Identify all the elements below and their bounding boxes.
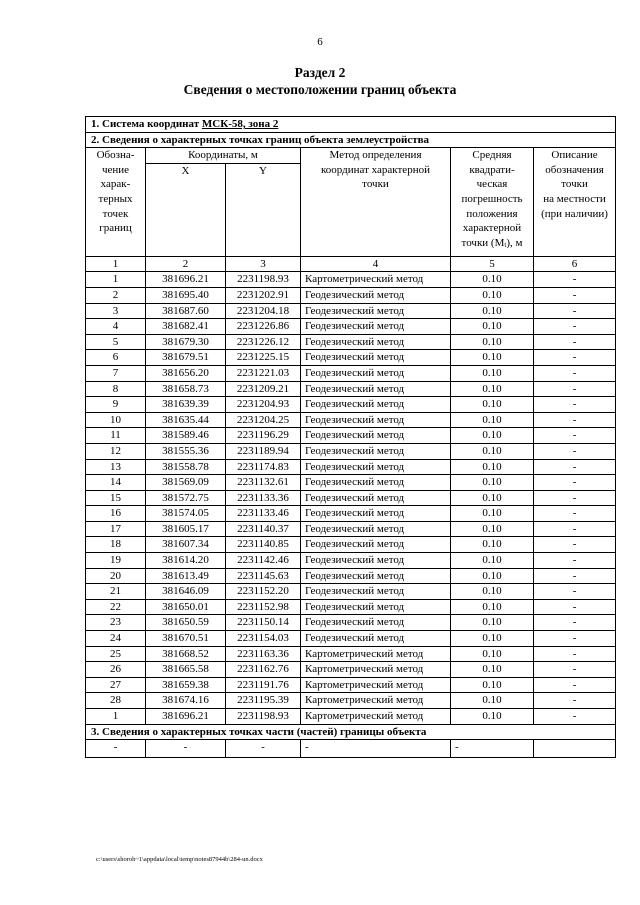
description-cell: - bbox=[534, 443, 616, 459]
method-cell: Геодезический метод bbox=[301, 521, 451, 537]
coord-y-cell: 2231133.46 bbox=[226, 506, 301, 522]
method-cell: Геодезический метод bbox=[301, 287, 451, 303]
points-table-body bbox=[86, 272, 616, 724]
description-cell: - bbox=[534, 693, 616, 709]
description-cell: - bbox=[534, 490, 616, 506]
error-cell: 0.10 bbox=[451, 287, 534, 303]
point-number-cell: 22 bbox=[86, 599, 146, 615]
point-number-cell: 9 bbox=[86, 397, 146, 413]
description-cell: - bbox=[534, 631, 616, 647]
coord-y-cell: 2231195.39 bbox=[226, 693, 301, 709]
error-cell: 0.10 bbox=[451, 662, 534, 678]
error-cell: 0.10 bbox=[451, 475, 534, 491]
table-row bbox=[86, 397, 616, 413]
coord-x-cell: 381656.20 bbox=[146, 365, 226, 381]
header-x: X bbox=[146, 163, 226, 256]
table-row bbox=[86, 709, 616, 725]
method-cell: Геодезический метод bbox=[301, 334, 451, 350]
coord-y-cell: 2231226.12 bbox=[226, 334, 301, 350]
coord-y-cell: 2231209.21 bbox=[226, 381, 301, 397]
description-cell: - bbox=[534, 584, 616, 600]
description-cell: - bbox=[534, 287, 616, 303]
method-cell: Геодезический метод bbox=[301, 553, 451, 569]
point-number-cell: 18 bbox=[86, 537, 146, 553]
description-cell: - bbox=[534, 272, 616, 288]
col-number: 6 bbox=[534, 256, 616, 272]
error-cell: 0.10 bbox=[451, 646, 534, 662]
coord-y-cell: 2231225.15 bbox=[226, 350, 301, 366]
table-cell: - bbox=[146, 740, 226, 758]
coord-y-cell: 2231132.61 bbox=[226, 475, 301, 491]
header-description: Описание обозначения точки на местности (при наличии) bbox=[534, 148, 616, 257]
coord-x-cell: 381572.75 bbox=[146, 490, 226, 506]
coord-y-cell: 2231204.18 bbox=[226, 303, 301, 319]
point-number-cell: 14 bbox=[86, 475, 146, 491]
error-cell: 0.10 bbox=[451, 506, 534, 522]
point-number-cell: 26 bbox=[86, 662, 146, 678]
error-cell: 0.10 bbox=[451, 677, 534, 693]
coordinate-system-value: МСК-58, зона 2 bbox=[201, 118, 279, 130]
table-cell: - bbox=[301, 740, 451, 758]
coord-x-cell: 381668.52 bbox=[146, 646, 226, 662]
coord-y-cell: 2231133.36 bbox=[226, 490, 301, 506]
point-number-cell: 27 bbox=[86, 677, 146, 693]
coord-x-cell: 381555.36 bbox=[146, 443, 226, 459]
point-number-cell: 25 bbox=[86, 646, 146, 662]
coord-x-cell: 381574.05 bbox=[146, 506, 226, 522]
boundary-table bbox=[85, 116, 616, 758]
col-number: 3 bbox=[226, 256, 301, 272]
error-cell: 0.10 bbox=[451, 459, 534, 475]
method-cell: Геодезический метод bbox=[301, 490, 451, 506]
coord-x-cell: 381659.38 bbox=[146, 677, 226, 693]
error-cell: 0.10 bbox=[451, 303, 534, 319]
method-cell: Геодезический метод bbox=[301, 568, 451, 584]
description-cell: - bbox=[534, 412, 616, 428]
table-row bbox=[86, 350, 616, 366]
coord-x-cell: 381682.41 bbox=[146, 319, 226, 335]
title-subject: Сведения о местоположении границ объекта bbox=[183, 82, 457, 97]
table-row bbox=[86, 599, 616, 615]
coord-y-cell: 2231162.76 bbox=[226, 662, 301, 678]
file-path-footer: c:\users\shoroh~1\appdata\local\temp\notes87944b\284-un.docx bbox=[96, 856, 263, 863]
header-y: Y bbox=[226, 163, 301, 256]
point-number-cell: 21 bbox=[86, 584, 146, 600]
coord-y-cell: 2231150.14 bbox=[226, 615, 301, 631]
point-number-cell: 24 bbox=[86, 631, 146, 647]
point-number-cell: 4 bbox=[86, 319, 146, 335]
coord-x-cell: 381614.20 bbox=[146, 553, 226, 569]
point-number-cell: 1 bbox=[86, 709, 146, 725]
column-numbers-row bbox=[86, 256, 616, 272]
header-error-unit: ), м bbox=[506, 236, 523, 249]
header-error bbox=[451, 148, 534, 257]
coord-y-cell: 2231174.83 bbox=[226, 459, 301, 475]
coord-y-cell: 2231221.03 bbox=[226, 365, 301, 381]
coord-x-cell: 381607.34 bbox=[146, 537, 226, 553]
description-cell: - bbox=[534, 303, 616, 319]
coord-x-cell: 381674.16 bbox=[146, 693, 226, 709]
coord-x-cell: 381646.09 bbox=[146, 584, 226, 600]
error-cell: 0.10 bbox=[451, 365, 534, 381]
coord-y-cell: 2231142.46 bbox=[226, 553, 301, 569]
error-cell: 0.10 bbox=[451, 334, 534, 350]
description-cell: - bbox=[534, 334, 616, 350]
coord-x-cell: 381613.49 bbox=[146, 568, 226, 584]
point-number-cell: 23 bbox=[86, 615, 146, 631]
table-row bbox=[86, 412, 616, 428]
table-cell: - bbox=[226, 740, 301, 758]
error-cell: 0.10 bbox=[451, 350, 534, 366]
error-cell: 0.10 bbox=[451, 568, 534, 584]
point-number-cell: 10 bbox=[86, 412, 146, 428]
coord-y-cell: 2231196.29 bbox=[226, 428, 301, 444]
table-row bbox=[86, 677, 616, 693]
description-cell: - bbox=[534, 553, 616, 569]
table-cell bbox=[534, 740, 616, 758]
col-number: 1 bbox=[86, 256, 146, 272]
title-section: Раздел 2 bbox=[294, 65, 346, 80]
table-row bbox=[86, 615, 616, 631]
coord-x-cell: 381639.39 bbox=[146, 397, 226, 413]
page-title bbox=[0, 64, 640, 98]
coord-y-cell: 2231152.98 bbox=[226, 599, 301, 615]
method-cell: Картометрический метод bbox=[301, 709, 451, 725]
method-cell: Геодезический метод bbox=[301, 428, 451, 444]
coord-y-cell: 2231152.20 bbox=[226, 584, 301, 600]
coord-x-cell: 381569.09 bbox=[146, 475, 226, 491]
section-3-heading: 3. Сведения о характерных точках части (частей) границы объекта bbox=[86, 724, 616, 740]
table-row bbox=[86, 506, 616, 522]
coord-x-cell: 381658.73 bbox=[146, 381, 226, 397]
coord-x-cell: 381679.30 bbox=[146, 334, 226, 350]
description-cell: - bbox=[534, 677, 616, 693]
table-row bbox=[86, 334, 616, 350]
point-number-cell: 1 bbox=[86, 272, 146, 288]
description-cell: - bbox=[534, 428, 616, 444]
coord-x-cell: 381679.51 bbox=[146, 350, 226, 366]
header-method: Метод определения координат характерной точки bbox=[301, 148, 451, 257]
description-cell: - bbox=[534, 475, 616, 491]
method-cell: Геодезический метод bbox=[301, 475, 451, 491]
point-number-cell: 3 bbox=[86, 303, 146, 319]
coord-x-cell: 381696.21 bbox=[146, 272, 226, 288]
table-cell: - bbox=[86, 740, 146, 758]
error-cell: 0.10 bbox=[451, 521, 534, 537]
description-cell: - bbox=[534, 599, 616, 615]
table-row bbox=[86, 365, 616, 381]
coord-y-cell: 2231140.37 bbox=[226, 521, 301, 537]
description-cell: - bbox=[534, 459, 616, 475]
description-cell: - bbox=[534, 350, 616, 366]
table-row bbox=[86, 693, 616, 709]
coord-y-cell: 2231202.91 bbox=[226, 287, 301, 303]
method-cell: Геодезический метод bbox=[301, 599, 451, 615]
description-cell: - bbox=[534, 506, 616, 522]
coord-y-cell: 2231145.63 bbox=[226, 568, 301, 584]
method-cell: Геодезический метод bbox=[301, 537, 451, 553]
coord-x-cell: 381670.51 bbox=[146, 631, 226, 647]
header-coordinates: Координаты, м bbox=[146, 148, 301, 164]
description-cell: - bbox=[534, 521, 616, 537]
point-number-cell: 5 bbox=[86, 334, 146, 350]
method-cell: Геодезический метод bbox=[301, 615, 451, 631]
point-number-cell: 6 bbox=[86, 350, 146, 366]
point-number-cell: 20 bbox=[86, 568, 146, 584]
table-row bbox=[86, 521, 616, 537]
method-cell: Картометрический метод bbox=[301, 646, 451, 662]
table-row bbox=[86, 303, 616, 319]
description-cell: - bbox=[534, 537, 616, 553]
method-cell: Геодезический метод bbox=[301, 365, 451, 381]
coord-x-cell: 381635.44 bbox=[146, 412, 226, 428]
error-cell: 0.10 bbox=[451, 693, 534, 709]
table-row bbox=[86, 646, 616, 662]
col-number: 4 bbox=[301, 256, 451, 272]
error-cell: 0.10 bbox=[451, 381, 534, 397]
coord-y-cell: 2231163.36 bbox=[226, 646, 301, 662]
section-1-label: 1. Система координат bbox=[91, 118, 202, 130]
coord-y-cell: 2231189.94 bbox=[226, 443, 301, 459]
error-cell: 0.10 bbox=[451, 412, 534, 428]
col-number: 5 bbox=[451, 256, 534, 272]
point-number-cell: 2 bbox=[86, 287, 146, 303]
coord-y-cell: 2231140.85 bbox=[226, 537, 301, 553]
description-cell: - bbox=[534, 662, 616, 678]
header-error-subscript: t bbox=[504, 240, 507, 249]
method-cell: Геодезический метод bbox=[301, 319, 451, 335]
description-cell: - bbox=[534, 319, 616, 335]
error-cell: 0.10 bbox=[451, 490, 534, 506]
description-cell: - bbox=[534, 397, 616, 413]
coord-x-cell: 381558.78 bbox=[146, 459, 226, 475]
error-cell: 0.10 bbox=[451, 631, 534, 647]
header-designation: Обозна- чение харак- терных точек границ bbox=[86, 148, 146, 257]
error-cell: 0.10 bbox=[451, 584, 534, 600]
method-cell: Геодезический метод bbox=[301, 506, 451, 522]
method-cell: Картометрический метод bbox=[301, 677, 451, 693]
coord-y-cell: 2231204.93 bbox=[226, 397, 301, 413]
table-row bbox=[86, 287, 616, 303]
table-row bbox=[86, 459, 616, 475]
coord-y-cell: 2231198.93 bbox=[226, 272, 301, 288]
table-row bbox=[86, 272, 616, 288]
description-cell: - bbox=[534, 615, 616, 631]
point-number-cell: 15 bbox=[86, 490, 146, 506]
method-cell: Геодезический метод bbox=[301, 412, 451, 428]
table-row bbox=[86, 490, 616, 506]
header-error-text: Средняя квадрати- ческая погрешность положения характерной точки (M bbox=[461, 149, 523, 249]
table-cell: - bbox=[451, 740, 534, 758]
point-number-cell: 17 bbox=[86, 521, 146, 537]
coord-x-cell: 381696.21 bbox=[146, 709, 226, 725]
description-cell: - bbox=[534, 568, 616, 584]
method-cell: Геодезический метод bbox=[301, 443, 451, 459]
error-cell: 0.10 bbox=[451, 397, 534, 413]
error-cell: 0.10 bbox=[451, 272, 534, 288]
method-cell: Геодезический метод bbox=[301, 350, 451, 366]
description-cell: - bbox=[534, 365, 616, 381]
coord-x-cell: 381605.17 bbox=[146, 521, 226, 537]
description-cell: - bbox=[534, 646, 616, 662]
point-number-cell: 7 bbox=[86, 365, 146, 381]
error-cell: 0.10 bbox=[451, 709, 534, 725]
method-cell: Картометрический метод bbox=[301, 272, 451, 288]
coord-y-cell: 2231198.93 bbox=[226, 709, 301, 725]
table-row bbox=[86, 537, 616, 553]
error-cell: 0.10 bbox=[451, 443, 534, 459]
error-cell: 0.10 bbox=[451, 537, 534, 553]
section-3-row bbox=[86, 740, 616, 758]
coord-x-cell: 381650.01 bbox=[146, 599, 226, 615]
point-number-cell: 28 bbox=[86, 693, 146, 709]
table-row bbox=[86, 319, 616, 335]
point-number-cell: 12 bbox=[86, 443, 146, 459]
table-row bbox=[86, 475, 616, 491]
method-cell: Геодезический метод bbox=[301, 303, 451, 319]
table-row bbox=[86, 584, 616, 600]
coord-y-cell: 2231204.25 bbox=[226, 412, 301, 428]
page-number: 6 bbox=[317, 36, 323, 48]
method-cell: Картометрический метод bbox=[301, 662, 451, 678]
description-cell: - bbox=[534, 709, 616, 725]
coord-x-cell: 381650.59 bbox=[146, 615, 226, 631]
coord-y-cell: 2231226.86 bbox=[226, 319, 301, 335]
coord-y-cell: 2231154.03 bbox=[226, 631, 301, 647]
error-cell: 0.10 bbox=[451, 615, 534, 631]
error-cell: 0.10 bbox=[451, 599, 534, 615]
description-cell: - bbox=[534, 381, 616, 397]
coord-x-cell: 381687.60 bbox=[146, 303, 226, 319]
error-cell: 0.10 bbox=[451, 553, 534, 569]
method-cell: Геодезический метод bbox=[301, 397, 451, 413]
point-number-cell: 8 bbox=[86, 381, 146, 397]
table-row bbox=[86, 381, 616, 397]
coord-x-cell: 381665.58 bbox=[146, 662, 226, 678]
coord-y-cell: 2231191.76 bbox=[226, 677, 301, 693]
method-cell: Геодезический метод bbox=[301, 459, 451, 475]
table-row bbox=[86, 631, 616, 647]
point-number-cell: 13 bbox=[86, 459, 146, 475]
table-row bbox=[86, 443, 616, 459]
method-cell: Картометрический метод bbox=[301, 693, 451, 709]
point-number-cell: 19 bbox=[86, 553, 146, 569]
error-cell: 0.10 bbox=[451, 428, 534, 444]
point-number-cell: 16 bbox=[86, 506, 146, 522]
table-row bbox=[86, 568, 616, 584]
table-row bbox=[86, 662, 616, 678]
error-cell: 0.10 bbox=[451, 319, 534, 335]
section-2-heading: 2. Сведения о характерных точках границ объекта землеустройства bbox=[86, 132, 616, 148]
col-number: 2 bbox=[146, 256, 226, 272]
method-cell: Геодезический метод bbox=[301, 381, 451, 397]
section-1-coordinate-system bbox=[86, 117, 616, 133]
method-cell: Геодезический метод bbox=[301, 584, 451, 600]
table-row bbox=[86, 553, 616, 569]
coord-x-cell: 381695.40 bbox=[146, 287, 226, 303]
point-number-cell: 11 bbox=[86, 428, 146, 444]
method-cell: Геодезический метод bbox=[301, 631, 451, 647]
table-row bbox=[86, 428, 616, 444]
coord-x-cell: 381589.46 bbox=[146, 428, 226, 444]
